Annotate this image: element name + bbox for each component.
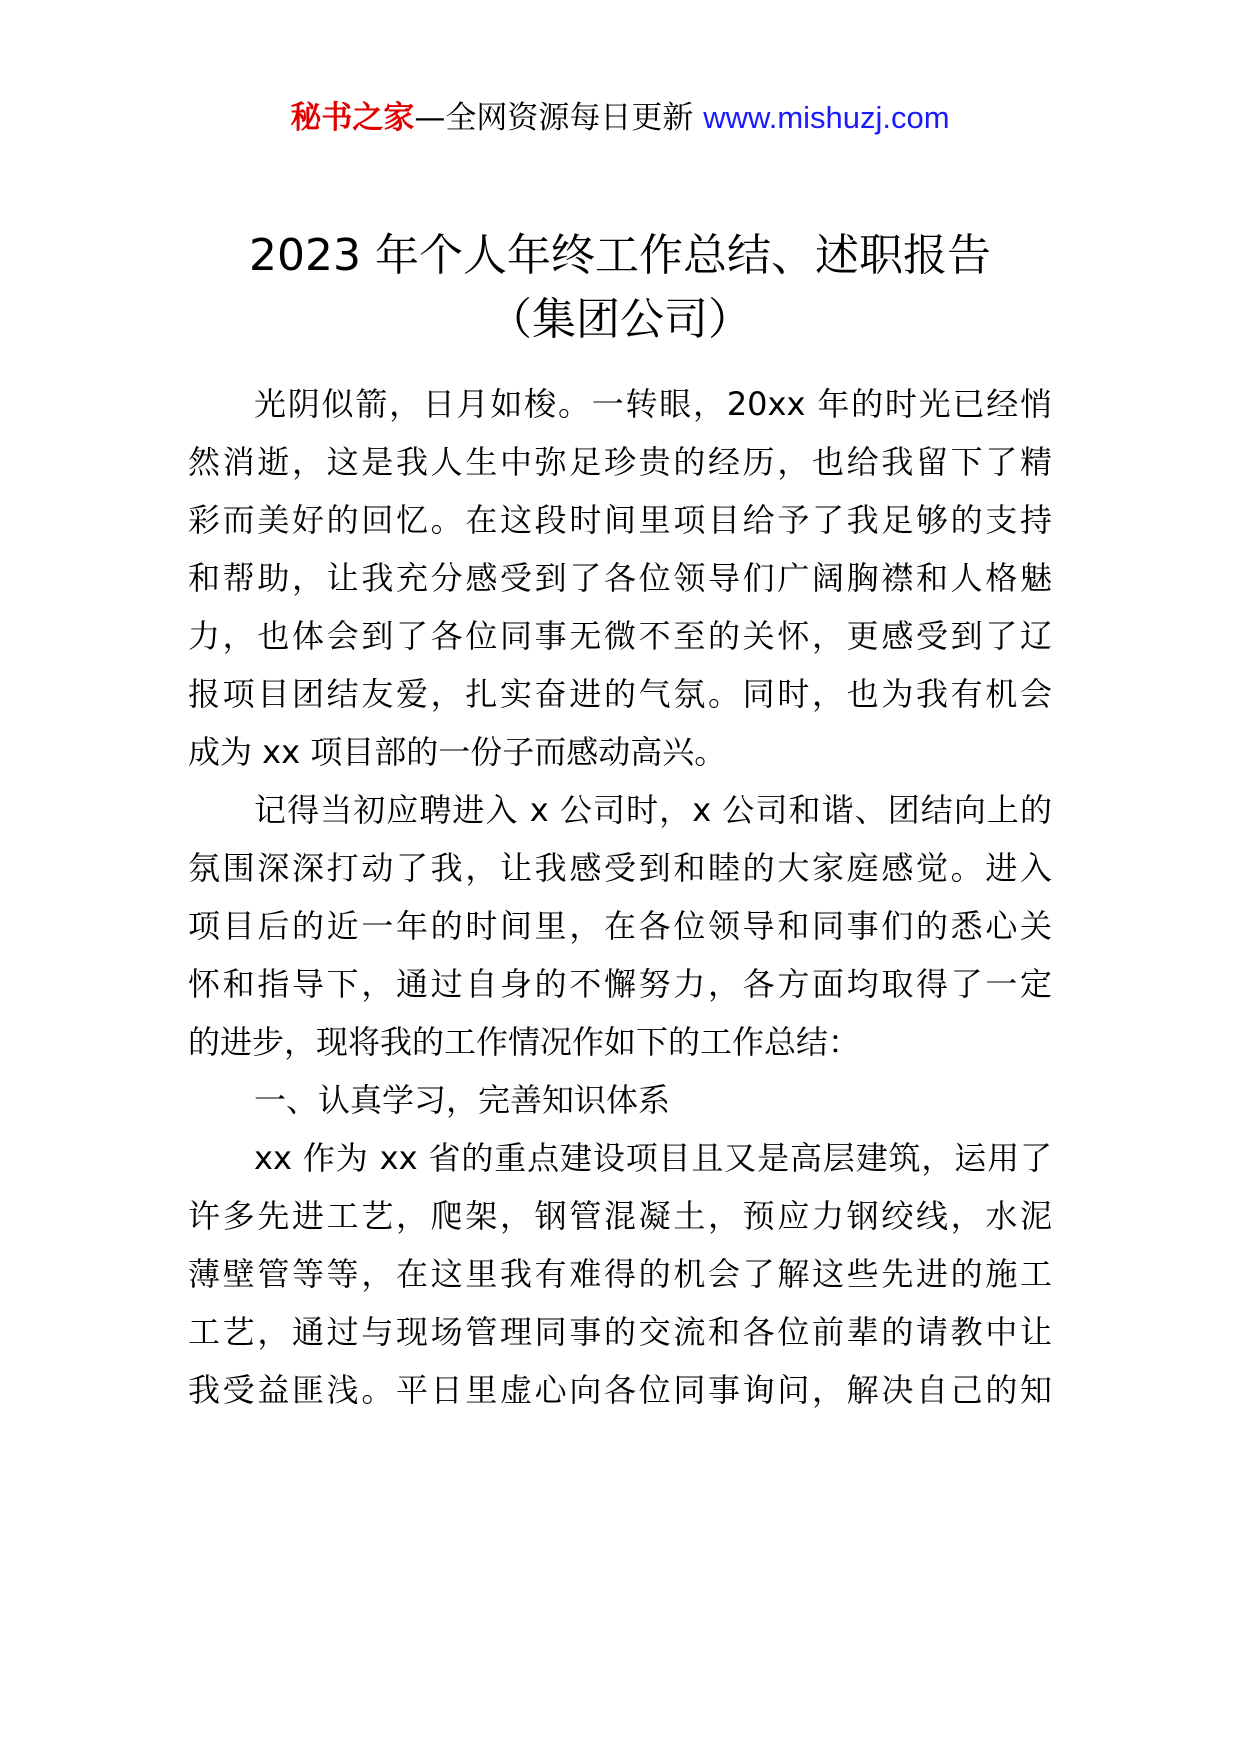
paragraph-line: 彩而美好的回忆。在这段时间里项目给予了我足够的支持 [188,501,1052,539]
paragraph-line: 成为 xx 项目部的一份子而感动高兴。 [188,733,727,771]
paragraph-line: 光阴似箭，日月如梭。一转眼，20xx 年的时光已经悄 [254,385,1052,423]
paragraph-line: 氛围深深打动了我，让我感受到和睦的大家庭感觉。进入 [188,849,1052,887]
paragraph-line: 力，也体会到了各位同事无微不至的关怀，更感受到了辽 [188,617,1052,655]
section-heading: 一、认真学习，完善知识体系 [254,1081,671,1119]
document-title: 2023 年个人年终工作总结、述职报告 [249,230,991,281]
paragraph-line: 怀和指导下，通过自身的不懈努力，各方面均取得了一定 [188,965,1052,1003]
paragraph-line: 项目后的近一年的时间里，在各位领导和同事们的悉心关 [188,907,1052,945]
document-subtitle: （集团公司） [488,294,752,345]
paragraph-line: 和帮助，让我充分感受到了各位领导们广阔胸襟和人格魅 [188,559,1052,597]
brand-name: 秘书之家 [290,100,415,136]
paragraph-line: 记得当初应聘进入 x 公司时，x 公司和谐、团结向上的 [254,791,1052,829]
site-banner [0,98,1240,138]
paragraph-line: 我受益匪浅。平日里虚心向各位同事询问，解决自己的知 [188,1371,1052,1409]
paragraph-line: 然消逝，这是我人生中弥足珍贵的经历，也给我留下了精 [188,443,1052,481]
paragraph-line: 的进步，现将我的工作情况作如下的工作总结： [188,1023,861,1061]
paragraph-line: 报项目团结友爱，扎实奋进的气氛。同时，也为我有机会 [188,675,1052,713]
paragraph-line: 薄壁管等等，在这里我有难得的机会了解这些先进的施工 [188,1255,1052,1293]
paragraph-line: 许多先进工艺，爬架，钢管混凝土，预应力钢绞线，水泥 [188,1197,1052,1235]
paragraph-line: xx 作为 xx 省的重点建设项目且又是高层建筑，运用了 [254,1139,1052,1177]
site-url-link[interactable]: www.mishuzj.com [703,100,950,135]
paragraph-line: 工艺，通过与现场管理同事的交流和各位前辈的请教中让 [188,1313,1052,1351]
banner-tagline: —全网资源每日更新 [414,100,694,136]
